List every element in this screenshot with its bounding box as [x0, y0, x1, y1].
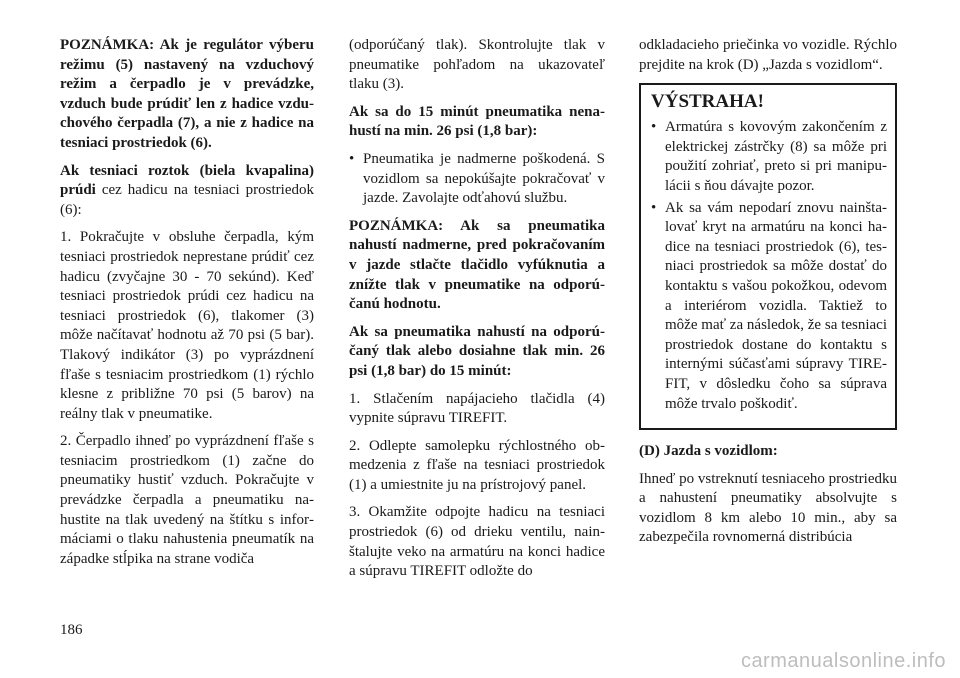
step-2-speed-sticker: 2. Odlepte samolepku rýchlostného obmedzenia z fľaše na tesniaci prostriedok (1) a umiestnite ju na prístrojový panel. [349, 437, 605, 493]
heading-driving: (D) Jazda s vozidlom: [639, 443, 778, 460]
warning-box [639, 83, 897, 430]
step-1-power-off: 1. Stlačením napájacieho tlačidla (4) vypnite súpravu TIREFIT. [349, 390, 605, 427]
sealant-flow-rest: cez hadicu na tesniaci prostriedok (6): [60, 182, 314, 218]
step-2-pump-inflate: 2. Čerpadlo ihneď po vyprázdnení fľaše s tesniacim prostriedkom (1) začne do pneumatiky hustiť vzduch. Pokračujte v prevádzke čerpadla a pneumatiku nahustite na tlak uvedený na štítku s informáciami o tlaku nahustenia pneumatík na západke stĺpika na strane vodiča [60, 433, 314, 567]
paragraph-store-kit: odkladacieho priečinka vo vozidle. Rýchlo prejdite na krok (D) „Jazda s vozidlom“. [639, 37, 897, 73]
warning-bullets [651, 118, 887, 414]
paragraph-driving: Ihneď po vstreknutí tesniaceho prostriedku a nahustení pneumatiky absolvujte s vozidlom 8 km alebo 10 min., aby sa zabezpečila rovnomerná distribúcia [639, 470, 897, 546]
heading-not-inflated: Ak sa do 15 minút pneumatika nenahustí na min. 26 psi (1,8 bar): [349, 103, 605, 140]
warning-title: VÝSTRAHA! [651, 91, 764, 113]
sealant-flow-lead: Ak tesniaci roztok (biela kvapalina) prúdi [60, 162, 314, 199]
heading-inflated-ok: Ak sa pneumatika nahustí na odporúčaný tlak alebo dosiahne tlak min. 26 psi (1,8 bar) do 15 minút: [349, 323, 605, 379]
watermark: carmanualsonline.info [740, 650, 946, 672]
bullet-item: • Pneumatika je nadmerne poškodená. S vozidlom sa nepokúšajte pokračovať v jazde. Zavolajte odťahovú službu. [349, 150, 605, 209]
paragraph-check-pressure: (odporúčaný tlak). Skontrolujte tlak v pneumatike pohľadom na ukazovateľ tlaku (3). [349, 37, 605, 93]
step-1-continue-pump: 1. Pokračujte v obsluhe čerpadla, kým tesniaci prostriedok neprestane prúdiť cez hadicu (zvyčajne 30 - 70 sekúnd). Keď tesniaci prostriedok prúdi cez hadicu na tesniaci prostriedok (6), tlakomer (3) môže načítavať hodnotu až 70 psi (5 bar). Tlakový indikátor (3) po vyprázdnení fľaše s tesniacim prostriedkom (1) rýchlo klesne z približne 70 psi (5 barov) na reálny tlak v pneumatike. [60, 229, 314, 422]
bullet-list-damaged [349, 150, 605, 209]
column-middle [349, 36, 605, 590]
warning-bullet-item: • Ak sa vám nepodarí znovu nainštalovať kryt na armatúru na konci hadice na tesniaci prostriedok (6), tesniaci prostriedok sa môže dostať do kontaktu s vašou pokožkou, odevom a interiérom vozidla. Taktiež to môže mať za následok, že sa tesniaci prostriedok dostane do kontaktu s internými súčasťami súpravy TIREFIT, v dôsledku čoho sa súprava môže trvalo poškodiť. [651, 199, 887, 415]
step-3-disconnect-hose: 3. Okamžite odpojte hadicu na tesniaci prostriedok (6) od drieku ventilu, nainštalujte veko na armatúru na konci hadice a súpravu TIREFIT odložte do [349, 504, 605, 580]
column-right [639, 36, 897, 556]
page-number: 186 [60, 622, 83, 638]
paragraph-sealant-flow [60, 162, 314, 221]
column-left [60, 36, 314, 577]
note-overinflated: POZNÁMKA: Ak sa pneumatika nahustí nadmerne, pred pokračovaním v jazde stlačte tlačidlo vyfúknutia a znížte tlak v pneumatike na odporúčanú hodnotu. [349, 217, 605, 313]
warning-bullet-item: • Armatúra s kovovým zakončením z elektrickej zástrčky (8) sa môže pri použití zohriať, preto si pri manipulácii s ňou dávajte pozor. [651, 118, 887, 196]
note-mode-selector: POZNÁMKA: Ak je regulátor výberu režimu (5) nastavený na vzduchový režim a čerpadlo je v prevádzke, vzduch bude prúdiť len z hadice vzduchového čerpadla (7), a nie z hadice na tesniaci prostriedok (6). [60, 37, 314, 151]
